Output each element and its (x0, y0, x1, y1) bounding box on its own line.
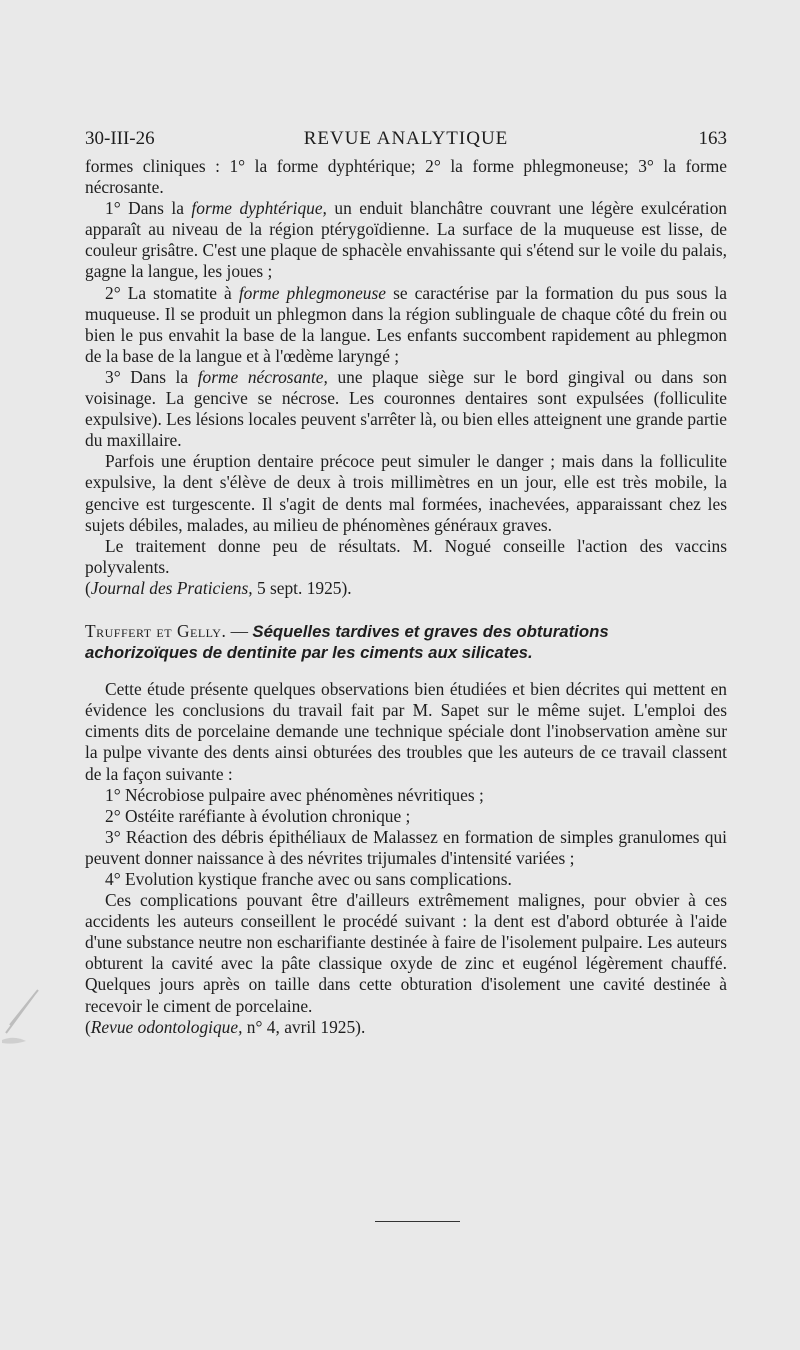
list-item-2: 2° Ostéite raréfiante à évolution chronique ; (105, 805, 411, 826)
paragraph-etude: Cette étude présente quelques observations bien étudiées et bien décrites qui mettent en évidence les conclusions du travail fait par M. Sapet sur le même sujet. L'emploi des ciments dits de porcelaine demande une technique spéciale dont l'inobservation amène sur la pulpe vivante des dents ainsi obturées des troubles que les auteurs de ce travail classent de la façon suivante : (85, 679, 727, 784)
citation-revue-odontologique: (Revue odontologique, n° 4, avril 1925). (85, 1016, 366, 1037)
article-heading: Truffert et Gelly. — Séquelles tardives et graves des obturations (85, 620, 609, 641)
header-date: 30-III-26 (85, 128, 155, 149)
paragraph-necrosante: 3° Dans la forme nécrosante, une plaque siège sur le bord gingival ou dans son voisinage. La gencive se nécrose. Les couronnes dentaires sont expulsées (folliculite expulsive). Les lésions locales peuvent s'arrêter là, ou bien elles atteignent une grande partie du maxillaire. (85, 366, 728, 451)
paragraph-dyphterique: 1° Dans la forme dyphtérique, un enduit blanchâtre couvrant une légère exulcération apparaît au niveau de la région ptérygoïdienne. La surface de la muqueuse est lisse, de couleur grisâtre. C'est une plaque de sphacèle envahissante qui s'étend sur le voile du palais, gagne la langue, les joues ; (85, 198, 727, 282)
article-title-line2-wrap (85, 642, 727, 663)
article-authors: Truffert et Gelly. (85, 620, 227, 641)
paragraph-intro: formes cliniques : 1° la forme dyphtérique; 2° la forme phlegmoneuse; 3° la forme nécrosante. (85, 156, 727, 198)
list-item-4: 4° Evolution kystique franche avec ou sans complications. (105, 869, 512, 889)
end-rule (375, 1221, 460, 1222)
article-title-line2: achorizoïques de dentinite par les ciments aux silicates. (85, 643, 533, 663)
citation-journal-praticiens: (Journal des Praticiens, 5 sept. 1925). (85, 577, 352, 598)
page (85, 128, 727, 1038)
margin-smudge-icon (0, 985, 40, 1055)
emphasis-forme-phlegmoneuse: forme phlegmoneuse (238, 282, 386, 303)
running-header (85, 128, 727, 156)
paragraph-complications: Ces complications pouvant être d'ailleurs extrêmement malignes, pour obvier à ces accidents les auteurs conseillent le procédé suivant : la dent est d'abord obturée à l'aide d'une substance neutre non escharifiante destinée à faire de l'isolement pulpaire. Les auteurs obturent la cavité avec la pâte classique oxyde de zinc et eugénol légèrement chauffé. Quelques jours après on taille dans cette obturation d'isolement une cavité destinée à recevoir le ciment de porcelaine. (85, 890, 727, 1016)
header-journal-title: REVUE ANALYTIQUE (303, 128, 509, 149)
paragraph-eruption: Parfois une éruption dentaire précoce peut simuler le danger ; mais dans la folliculite expulsive, la dent s'élève de deux à trois millimètres en un jour, elle est très mobile, la gencive est turgescente. Il s'agit de dents mal formées, inachevées, apparaissant chez les sujets débiles, malades, au milieu de phénomènes généraux graves. (85, 451, 727, 535)
list-item-1: 1° Nécrobiose pulpaire avec phénomènes névritiques ; (105, 784, 484, 805)
paragraph-phlegmoneuse: 2° La stomatite à forme phlegmoneuse se caractérise par la formation du pus sous la muqueuse. Il se produit un phlegmon dans la région sublinguale de chaque côté du frein ou bien le pus envahit la base de la langue. Les enfants succombent rapidement au phlegmon de la base de la langue et à l'œdème laryngé ; (85, 282, 727, 366)
page-number: 163 (698, 128, 727, 149)
list-item-3: 3° Réaction des débris épithéliaux de Malassez en formation de simples granulomes qui peuvent donner naissance à des névrites trijumales d'intensité variées ; (85, 826, 727, 868)
emphasis-forme-dyphterique: forme dyphtérique, (191, 198, 327, 219)
body-text (85, 156, 727, 1038)
paragraph-traitement: Le traitement donne peu de résultats. M. Nogué conseille l'action des vaccins polyvalents. (85, 535, 727, 577)
article-title-line1: Séquelles tardives et graves des obturations (252, 621, 609, 641)
emphasis-forme-necrosante: forme nécrosante, (197, 366, 328, 387)
